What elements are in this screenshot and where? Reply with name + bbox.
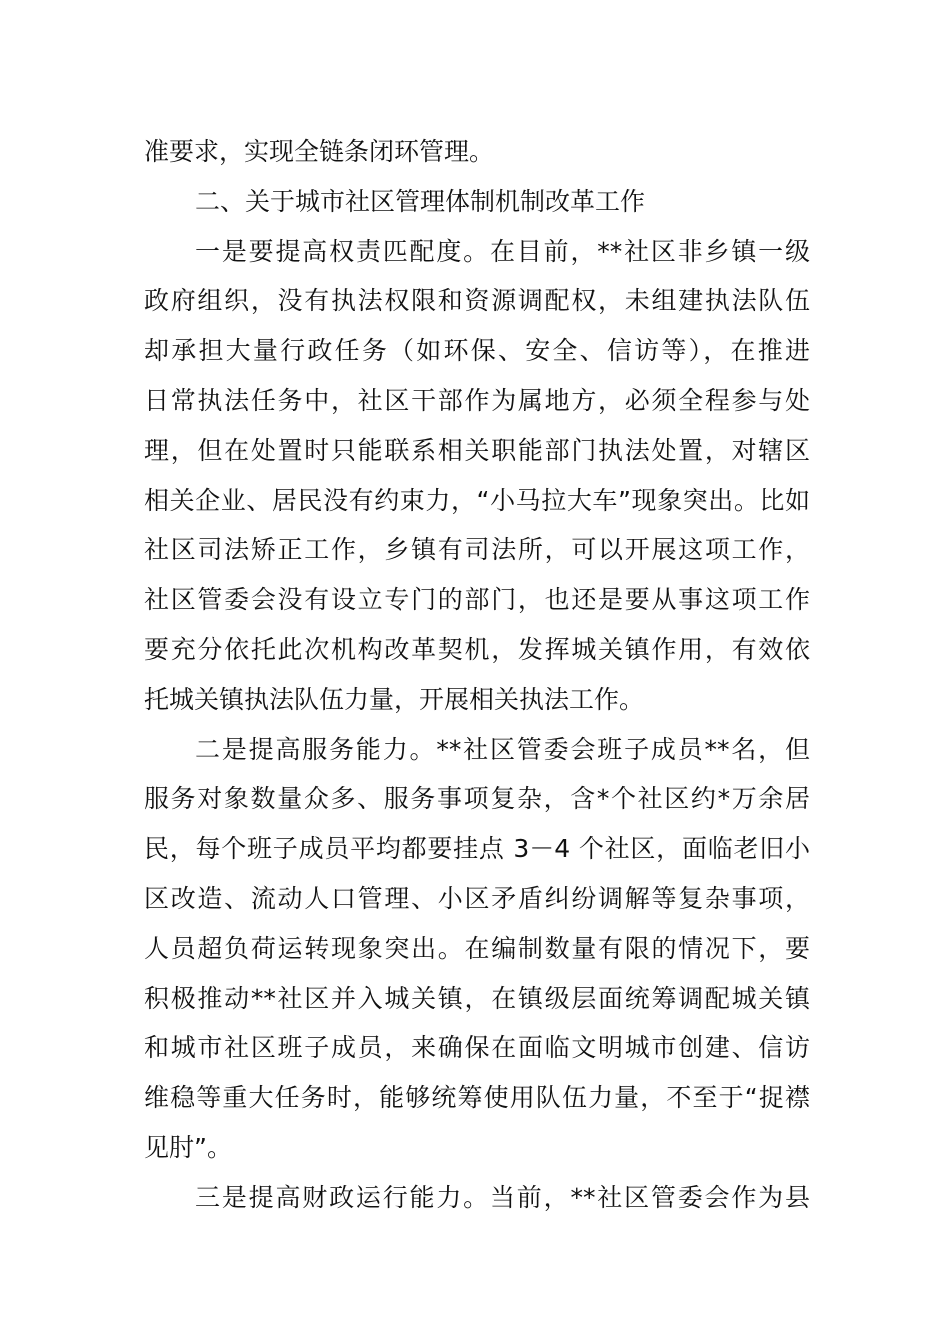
text-line: 一是要提高权责匹配度。在目前，**社区非乡镇一级 — [195, 236, 810, 266]
text-line: 积极推动**社区并入城关镇，在镇级层面统筹调配城关镇 — [144, 983, 810, 1013]
text-line: 政府组织，没有执法权限和资源调配权，未组建执法队伍 — [144, 286, 810, 316]
text-line: 见肘”。 — [144, 1132, 232, 1162]
text-line: 社区管委会没有设立专门的部门，也还是要从事这项工作 — [144, 585, 810, 615]
text-line: 民，每个班子成员平均都要挂点 3－4 个社区，面临老旧小 — [144, 834, 810, 864]
text-line: 准要求，实现全链条闭环管理。 — [144, 137, 495, 166]
document-body — [144, 127, 810, 1223]
text-line: 和城市社区班子成员，来确保在面临文明城市创建、信访 — [144, 1033, 810, 1063]
text-line: 区改造、流动人口管理、小区矛盾纠纷调解等复杂事项， — [144, 883, 810, 913]
text-line: 托城关镇执法队伍力量，开展相关执法工作。 — [144, 684, 645, 714]
text-line: 维稳等重大任务时，能够统筹使用队伍力量，不至于“捉襟 — [144, 1083, 810, 1113]
text-line: 三是提高财政运行能力。当前，**社区管委会作为县 — [195, 1182, 810, 1212]
text-line: 要充分依托此次机构改革契机，发挥城关镇作用，有效依 — [144, 634, 810, 664]
text-line: 社区司法矫正工作，乡镇有司法所，可以开展这项工作， — [144, 535, 810, 565]
text-line: 相关企业、居民没有约束力，“小马拉大车”现象突出。比如 — [144, 485, 810, 515]
text-line: 却承担大量行政任务（如环保、安全、信访等），在推进 — [144, 336, 810, 366]
text-line: 人员超负荷运转现象突出。在编制数量有限的情况下，要 — [144, 933, 810, 963]
text-line: 服务对象数量众多、服务事项复杂，含*个社区约*万余居 — [144, 784, 810, 814]
text-line: 日常执法任务中，社区干部作为属地方，必须全程参与处 — [144, 385, 810, 415]
text-line: 理，但在处置时只能联系相关职能部门执法处置，对辖区 — [144, 435, 810, 465]
text-line: 二是提高服务能力。**社区管委会班子成员**名，但 — [195, 734, 810, 764]
text-line: 二、关于城市社区管理体制机制改革工作 — [195, 186, 646, 216]
